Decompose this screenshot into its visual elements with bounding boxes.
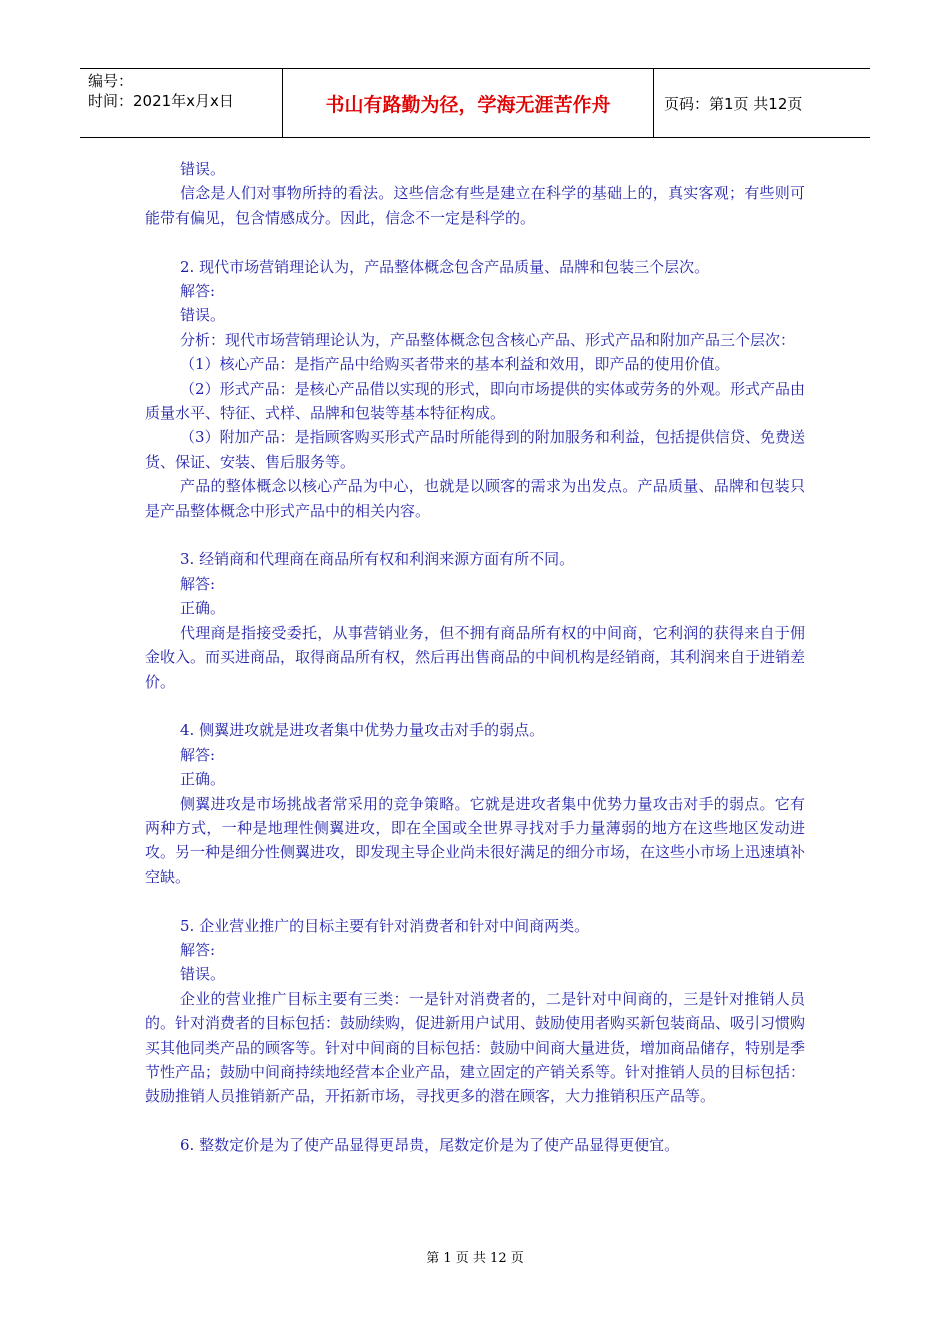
header-page-code: 页码：第1页 共12页 [664,94,803,113]
analysis-item-1: （1）核心产品：是指产品中给购买者带来的基本利益和效用，即产品的使用价值。 [180,355,730,374]
document-number-label: 编号： [88,72,134,90]
answer-text: 错误。 [180,306,226,325]
answer-label: 解答: [180,940,216,959]
analysis-paragraph: 产品的整体概念以核心产品为中心，也就是以顾客的需求为出发点。产品质量、品牌和包装只是产品整体概念中形式产品中的相关内容。 [145,477,805,520]
analysis-paragraph: 侧翼进攻是市场挑战者常采用的竞争策略。它就是进攻者集中优势力量攻击对手的弱点。它有两种方式，一种是地理性侧翼进攻，即在全国或全世界寻找对手力量薄弱的地方在这些地区发动进攻。另一种是细分性侧翼进攻，即发现主导企业尚未很好满足的细分市场，在这些小市场上迅速填补空缺。 [145,794,806,886]
document-time-label: 时间：2021年x月x日 [88,92,234,110]
page-footer: 第 1 页 共 12 页 [426,1251,524,1266]
question-5: 5. 企业营业推广的目标主要有针对消费者和针对中间商两类。 [180,916,590,935]
analysis-paragraph: 分析：现代市场营销理论认为，产品整体概念包含核心产品、形式产品和附加产品三个层次： [180,330,796,349]
question-3: 3. 经销商和代理商在商品所有权和利润来源方面有所不同。 [180,550,575,569]
answer-label: 解答: [180,282,216,301]
analysis-paragraph: 企业的营业推广目标主要有三类：一是针对消费者的，二是针对中间商的，三是针对推销人员的。针对消费者的目标包括：鼓励续购，促进新用户试用、鼓励使用者购买新包装商品、吸引习惯购买其他同类产品的顾客等。针对中间商的目标包括：鼓励中间商大量进货，增加商品储存，特别是季节性产品；鼓励中间商持续地经营本企业产品，建立固定的产销关系等。针对推销人员的目标包括：鼓励推销人员推销新产品，开拓新市场，寻找更多的潜在顾客，大力推销积压产品等。 [145,989,806,1106]
header-meta [80,69,282,137]
answer-text: 错误。 [180,965,226,984]
question-4: 4. 侧翼进攻就是进攻者集中优势力量攻击对手的弱点。 [180,721,545,740]
question-2: 2. 现代市场营销理论认为，产品整体概念包含产品质量、品牌和包装三个层次。 [180,257,710,276]
answer-text: 正确。 [180,599,226,618]
analysis-paragraph: 代理商是指接受委托，从事营销业务，但不拥有商品所有权的中间商，它利润的获得来自于佣金收入。而买进商品，取得商品所有权，然后再出售商品的中间机构是经销商，其利润来自于进销差价。 [145,623,806,691]
answer-text: 正确。 [180,770,226,789]
page-header [80,68,870,138]
analysis-paragraph: 信念是人们对事物所持的看法。这些信念有些是建立在科学的基础上的，真实客观；有些则可能带有偏见，包含情感成分。因此，信念不一定是科学的。 [145,184,805,227]
question-6: 6. 整数定价是为了使产品显得更昂贵，尾数定价是为了使产品显得更便宜。 [180,1136,680,1155]
analysis-item-3: （3）附加产品：是指顾客购买形式产品时所能得到的附加服务和利益，包括提供信贷、免费送货、保证、安装、售后服务等。 [145,428,805,471]
header-motto: 书山有路勤为径，学海无涯苦作舟 [282,69,654,137]
document-body [145,157,805,1158]
analysis-item-2: （2）形式产品：是核心产品借以实现的形式，即向市场提供的实体或劳务的外观。形式产品由质量水平、特征、式样、品牌和包装等基本特征构成。 [145,379,805,423]
answer-text: 错误。 [180,160,226,178]
answer-label: 解答: [180,574,216,593]
answer-label: 解答: [180,745,216,764]
